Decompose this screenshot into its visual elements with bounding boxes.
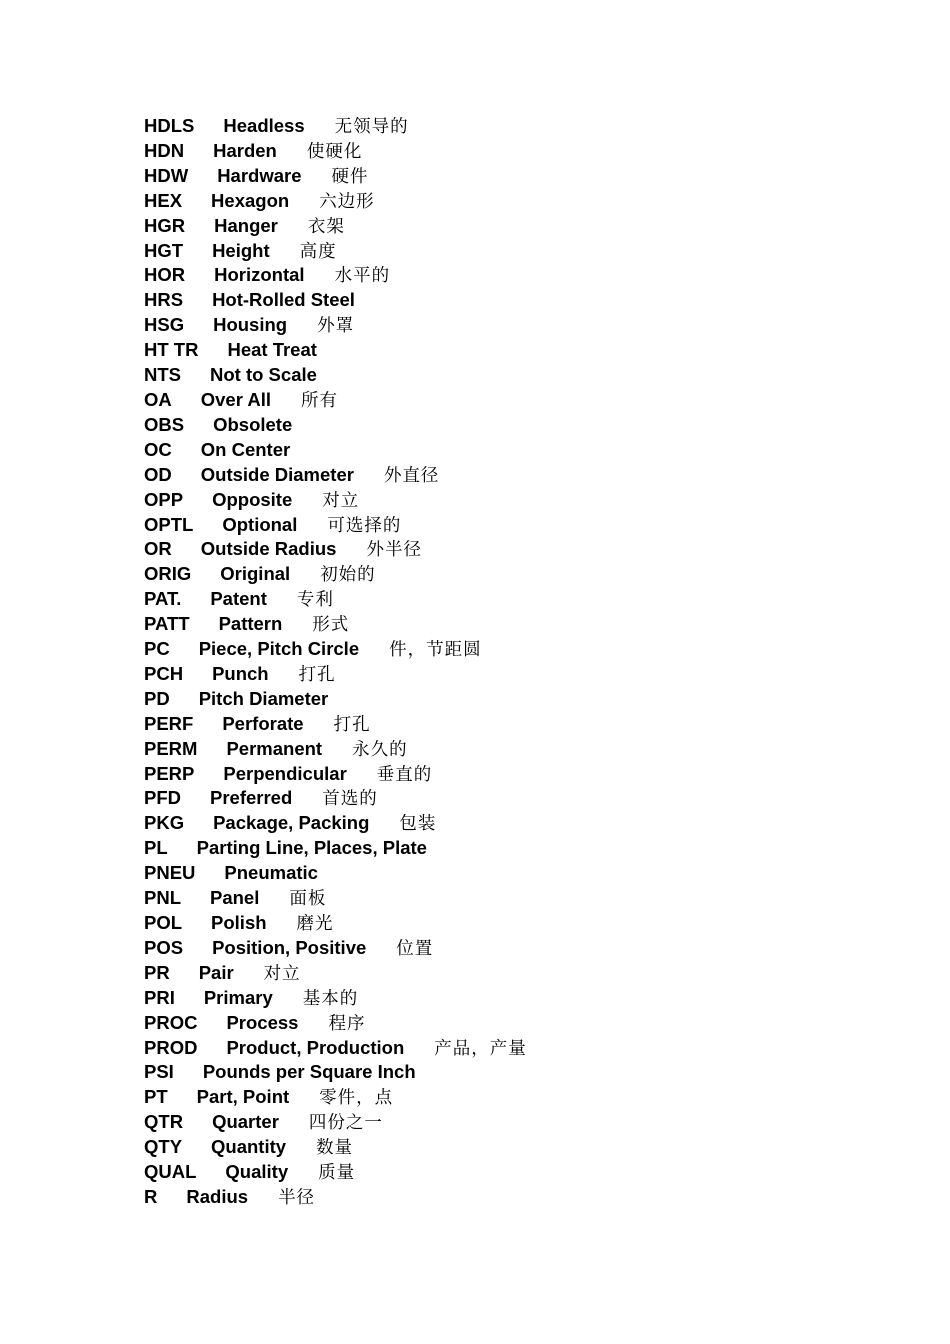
english-term: Headless	[223, 115, 305, 136]
english-term: Product, Production	[226, 1036, 405, 1058]
abbreviation-entry	[144, 189, 527, 214]
abbreviation-entry	[144, 164, 527, 189]
abbreviation-entry	[144, 239, 527, 264]
abbreviation-code: PRI	[144, 986, 175, 1008]
abbreviation-entry	[144, 562, 527, 587]
chinese-translation: 垂直的	[376, 764, 433, 785]
abbreviation-code: HSG	[144, 314, 185, 336]
chinese-translation: 永久的	[352, 739, 408, 760]
english-term: Outside Diameter	[200, 463, 354, 485]
chinese-translation: 基本的	[302, 988, 359, 1009]
abbreviation-entry	[144, 313, 527, 338]
abbreviation-code: OPTL	[144, 513, 194, 535]
abbreviation-entry	[144, 886, 527, 911]
english-term: Parting Line, Places, Plate	[196, 837, 427, 859]
abbreviation-entry	[144, 488, 527, 513]
abbreviation-code: NTS	[144, 364, 181, 386]
english-term: Pounds per Square Inch	[202, 1061, 416, 1083]
english-term: Obsolete	[213, 413, 293, 435]
abbreviation-list	[144, 114, 527, 1210]
chinese-translation: 专利	[296, 590, 334, 611]
english-term: Package, Packing	[213, 812, 370, 834]
english-term: Polish	[211, 912, 267, 933]
abbreviation-code: HT TR	[144, 339, 199, 361]
abbreviation-code: QTY	[144, 1136, 183, 1158]
chinese-translation: 打孔	[333, 714, 371, 735]
abbreviation-entry	[144, 687, 527, 712]
abbreviation-entry	[144, 1036, 527, 1061]
abbreviation-entry	[144, 762, 527, 787]
english-term: Not to Scale	[210, 364, 317, 386]
abbreviation-entry	[144, 1110, 527, 1135]
abbreviation-code: PC	[144, 638, 170, 660]
english-term: Hexagon	[211, 189, 290, 211]
abbreviation-code: OBS	[144, 413, 185, 435]
abbreviation-entry	[144, 288, 527, 313]
english-term: Optional	[222, 513, 298, 535]
english-term: Hanger	[214, 214, 278, 236]
english-term: Pair	[198, 961, 234, 983]
abbreviation-code: POL	[144, 912, 183, 933]
english-term: Horizontal	[214, 264, 305, 286]
chinese-translation: 硬件	[331, 166, 369, 187]
english-term: Perpendicular	[223, 762, 347, 784]
abbreviation-entry	[144, 612, 527, 637]
chinese-translation: 衣架	[307, 216, 345, 237]
abbreviation-entry	[144, 1185, 527, 1210]
abbreviation-entry	[144, 1085, 527, 1110]
abbreviation-code: HOR	[144, 264, 186, 286]
abbreviation-code: HDN	[144, 139, 185, 161]
abbreviation-entry	[144, 836, 527, 861]
abbreviation-code: PNEU	[144, 862, 196, 884]
english-term: Harden	[213, 139, 277, 161]
abbreviation-code: HDW	[144, 164, 189, 186]
abbreviation-code: POS	[144, 936, 184, 958]
abbreviation-code: HGT	[144, 239, 184, 261]
english-term: Radius	[186, 1185, 249, 1207]
chinese-translation: 质量	[318, 1163, 356, 1184]
abbreviation-entry	[144, 114, 527, 139]
abbreviation-code: PROD	[144, 1036, 198, 1058]
english-term: Housing	[213, 314, 288, 336]
english-term: Pneumatic	[224, 862, 318, 884]
chinese-translation: 打孔	[298, 664, 336, 685]
english-term: Pitch Diameter	[198, 687, 329, 709]
abbreviation-entry	[144, 263, 527, 288]
abbreviation-code: QTR	[144, 1111, 184, 1133]
chinese-translation: 使硬化	[306, 141, 363, 162]
abbreviation-code: PNL	[144, 887, 181, 909]
abbreviation-entry	[144, 861, 527, 886]
abbreviation-entry	[144, 513, 527, 538]
chinese-translation: 程序	[328, 1013, 366, 1034]
abbreviation-code: OA	[144, 388, 172, 410]
english-term: Position, Positive	[212, 936, 367, 958]
chinese-translation: 初始的	[320, 565, 376, 586]
abbreviation-entry	[144, 786, 527, 811]
abbreviation-entry	[144, 338, 527, 363]
chinese-translation: 磨光	[296, 914, 334, 934]
abbreviation-code: PERF	[144, 712, 194, 734]
chinese-translation: 高度	[299, 241, 337, 262]
abbreviation-code: PERM	[144, 737, 198, 759]
abbreviation-code: PT	[144, 1086, 168, 1108]
chinese-translation: 外半径	[366, 540, 422, 561]
chinese-translation: 位置	[396, 938, 434, 959]
abbreviation-code: PAT.	[144, 588, 182, 610]
abbreviation-code: PCH	[144, 662, 184, 684]
english-term: Over All	[200, 388, 272, 410]
abbreviation-entry	[144, 811, 527, 836]
abbreviation-code: PATT	[144, 613, 190, 635]
abbreviation-code: QUAL	[144, 1161, 197, 1183]
abbreviation-entry	[144, 1011, 527, 1036]
abbreviation-code: OR	[144, 538, 172, 560]
abbreviation-code: PR	[144, 961, 170, 983]
chinese-translation: 无领导的	[334, 117, 409, 137]
english-term: Quarter	[212, 1111, 279, 1133]
chinese-translation: 六边形	[319, 191, 375, 212]
english-term: Opposite	[212, 488, 293, 510]
chinese-translation: 首选的	[322, 789, 378, 810]
abbreviation-entry	[144, 363, 527, 388]
chinese-translation: 包装	[399, 814, 437, 835]
abbreviation-entry	[144, 662, 527, 687]
chinese-translation: 对立	[322, 490, 360, 511]
english-term: Perforate	[222, 712, 304, 734]
english-term: Panel	[210, 887, 260, 909]
abbreviation-entry	[144, 911, 527, 936]
abbreviation-code: PKG	[144, 812, 185, 834]
abbreviation-code: OPP	[144, 488, 184, 510]
chinese-translation: 面板	[289, 889, 327, 910]
chinese-translation: 对立	[263, 963, 301, 984]
chinese-translation: 产品，产量	[434, 1038, 527, 1059]
abbreviation-entry	[144, 961, 527, 986]
abbreviation-code: PROC	[144, 1011, 198, 1033]
abbreviation-entry	[144, 413, 527, 438]
english-term: Quality	[225, 1161, 289, 1183]
abbreviation-entry	[144, 537, 527, 562]
abbreviation-entry	[144, 1135, 527, 1160]
abbreviation-code: HRS	[144, 289, 184, 311]
abbreviation-entry	[144, 438, 527, 463]
abbreviation-entry	[144, 1160, 527, 1185]
english-term: Piece, Pitch Circle	[198, 638, 360, 660]
chinese-translation: 零件，点	[319, 1088, 394, 1109]
english-term: Hot-Rolled Steel	[212, 289, 355, 311]
abbreviation-entry	[144, 214, 527, 239]
chinese-translation: 所有	[301, 390, 339, 411]
abbreviation-code: PFD	[144, 787, 181, 809]
abbreviation-entry	[144, 587, 527, 612]
abbreviation-code: PERP	[144, 762, 195, 784]
chinese-translation: 形式	[312, 615, 350, 636]
abbreviation-code: OD	[144, 463, 172, 485]
abbreviation-code: ORIG	[144, 563, 192, 585]
english-term: Original	[220, 563, 291, 585]
english-term: Pattern	[218, 613, 283, 635]
english-term: Patent	[210, 588, 267, 610]
english-term: Quantity	[211, 1136, 287, 1158]
abbreviation-code: HDLS	[144, 115, 195, 136]
english-term: Primary	[203, 986, 273, 1008]
chinese-translation: 件，节距圆	[389, 640, 482, 661]
chinese-translation: 外罩	[317, 316, 355, 337]
english-term: Preferred	[210, 787, 293, 809]
english-term: Part, Point	[196, 1086, 290, 1108]
abbreviation-code: PD	[144, 687, 170, 709]
abbreviation-entry	[144, 986, 527, 1011]
english-term: On Center	[200, 438, 291, 460]
english-term: Process	[226, 1011, 299, 1033]
english-term: Punch	[212, 662, 269, 684]
abbreviation-entry	[144, 737, 527, 762]
chinese-translation: 半径	[278, 1187, 316, 1208]
english-term: Hardware	[217, 164, 302, 186]
english-term: Outside Radius	[200, 538, 337, 560]
abbreviation-code: PSI	[144, 1061, 174, 1083]
abbreviation-code: HGR	[144, 214, 186, 236]
chinese-translation: 可选择的	[327, 515, 402, 536]
english-term: Permanent	[226, 737, 323, 759]
chinese-translation: 四份之一	[308, 1113, 383, 1134]
abbreviation-code: PL	[144, 837, 168, 859]
english-term: Height	[212, 239, 270, 261]
abbreviation-code: R	[144, 1185, 158, 1207]
chinese-translation: 水平的	[334, 266, 391, 287]
abbreviation-entry	[144, 637, 527, 662]
chinese-translation: 外直径	[383, 465, 440, 486]
abbreviation-entry	[144, 936, 527, 961]
abbreviation-code: OC	[144, 438, 172, 460]
abbreviation-entry	[144, 388, 527, 413]
english-term: Heat Treat	[227, 339, 317, 361]
abbreviation-entry	[144, 1060, 527, 1085]
abbreviation-code: HEX	[144, 189, 183, 211]
abbreviation-entry	[144, 463, 527, 488]
abbreviation-entry	[144, 139, 527, 164]
chinese-translation: 数量	[316, 1138, 354, 1159]
abbreviation-entry	[144, 712, 527, 737]
